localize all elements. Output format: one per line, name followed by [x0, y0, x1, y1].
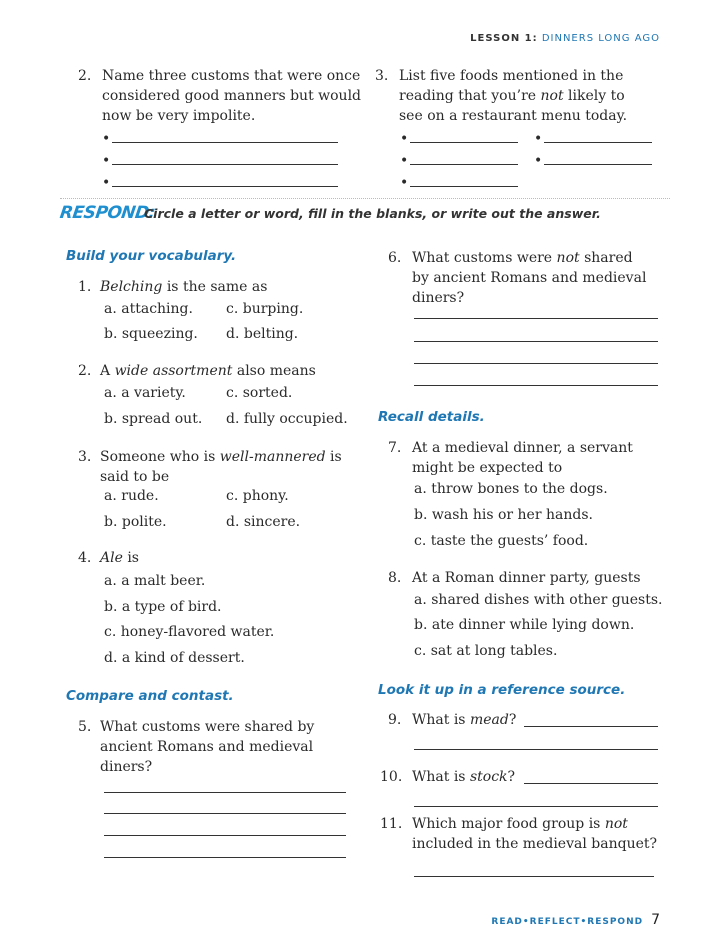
answer-line[interactable] [104, 835, 346, 836]
question-3: 3. Someone who is well-mannered is said to be [78, 449, 342, 485]
option-d[interactable]: d. sincere. [226, 514, 301, 530]
answer-blank[interactable] [112, 164, 338, 165]
option-b[interactable]: b. spread out. [104, 411, 203, 427]
option-d[interactable]: d. a kind of dessert. [104, 650, 245, 666]
respond-instruction: Circle a letter or word, fill in the blanks, or write out the answer. [144, 206, 601, 221]
option-a[interactable]: a. a malt beer. [104, 573, 206, 589]
question-6: 6. What customs were not shared by ancient Romans and medieval diners? [388, 250, 647, 306]
option-a[interactable]: a. throw bones to the dogs. [414, 481, 608, 497]
question-1: 1. Belching is the same as [78, 279, 268, 295]
answer-line[interactable] [524, 726, 658, 727]
option-c[interactable]: c. sorted. [226, 385, 293, 401]
respond-banner [60, 198, 670, 235]
option-d[interactable]: d. fully occupied. [226, 411, 348, 427]
section-heading-vocab: Build your vocabulary. [66, 248, 237, 264]
answer-bullets-q3: • • • • • [400, 125, 660, 191]
answer-line[interactable] [524, 783, 658, 784]
section-heading-recall: Recall details. [378, 409, 485, 425]
answer-line[interactable] [414, 385, 658, 386]
question-top-2 [78, 66, 368, 126]
question-number: 3. [375, 68, 389, 84]
option-c[interactable]: c. sat at long tables. [414, 643, 558, 659]
page-footer [491, 912, 660, 928]
option-b[interactable]: b. wash his or her hands. [414, 507, 593, 523]
question-line: Name three customs that were once [102, 68, 361, 84]
question-top-3 [375, 66, 675, 126]
answer-blank[interactable] [544, 164, 652, 165]
answer-blank[interactable] [544, 142, 652, 143]
option-a[interactable]: a. shared dishes with other guests. [414, 592, 663, 608]
question-11: 11. Which major food group is not included in the medieval banquet? [380, 816, 657, 852]
option-d[interactable]: d. belting. [226, 326, 299, 342]
question-number: 2. [78, 68, 92, 84]
answer-blank[interactable] [112, 142, 338, 143]
answer-bullets-q2: • • • [102, 125, 338, 191]
option-b[interactable]: b. polite. [104, 514, 167, 530]
question-line: see on a restaurant menu today. [399, 108, 628, 124]
lesson-title: DINNERS LONG AGO [541, 33, 660, 44]
question-line: now be very impolite. [102, 108, 256, 124]
footer-brand: READ•REFLECT•RESPOND [491, 917, 644, 927]
question-5: 5. What customs were shared by ancient Romans and medieval diners? [78, 719, 315, 775]
answer-blank[interactable] [410, 142, 518, 143]
option-b[interactable]: b. ate dinner while lying down. [414, 617, 635, 633]
answer-line[interactable] [414, 749, 658, 750]
option-b[interactable]: b. a type of bird. [104, 599, 222, 615]
option-c[interactable]: c. burping. [226, 301, 304, 317]
option-a[interactable]: a. rude. [104, 488, 159, 504]
respond-badge: RESPOND: [58, 203, 157, 223]
lesson-header [470, 33, 660, 44]
question-2: 2. A wide assortment also means [78, 363, 316, 379]
option-c[interactable]: c. taste the guests’ food. [414, 533, 589, 549]
answer-blank[interactable] [410, 186, 518, 187]
section-heading-reference: Look it up in a reference source. [378, 682, 626, 698]
question-8: 8. At a Roman dinner party, guests [388, 570, 641, 586]
answer-line[interactable] [104, 857, 346, 858]
option-c[interactable]: c. phony. [226, 488, 289, 504]
option-a[interactable]: a. a variety. [104, 385, 186, 401]
answer-line[interactable] [414, 363, 658, 364]
answer-line[interactable] [104, 792, 346, 793]
section-heading-compare: Compare and contast. [66, 688, 234, 704]
answer-line[interactable] [414, 318, 658, 319]
answer-line[interactable] [414, 876, 654, 877]
option-a[interactable]: a. attaching. [104, 301, 193, 317]
lesson-label: LESSON 1: [470, 33, 538, 44]
question-9: 9. What is mead? [388, 712, 517, 728]
answer-blank[interactable] [410, 164, 518, 165]
page-number: 7 [651, 912, 660, 928]
option-b[interactable]: b. squeezing. [104, 326, 198, 342]
answer-line[interactable] [414, 806, 658, 807]
question-line: reading that you’re not likely to [399, 88, 625, 104]
answer-line[interactable] [414, 341, 658, 342]
question-7: 7. At a medieval dinner, a servant might be expected to [388, 440, 633, 476]
question-4: 4. Ale is [78, 550, 139, 566]
question-line: considered good manners but would [102, 88, 362, 104]
question-10: 10. What is stock? [380, 769, 516, 785]
option-c[interactable]: c. honey-flavored water. [104, 624, 275, 640]
answer-blank[interactable] [112, 186, 338, 187]
answer-line[interactable] [104, 813, 346, 814]
question-line: List five foods mentioned in the [399, 68, 624, 84]
